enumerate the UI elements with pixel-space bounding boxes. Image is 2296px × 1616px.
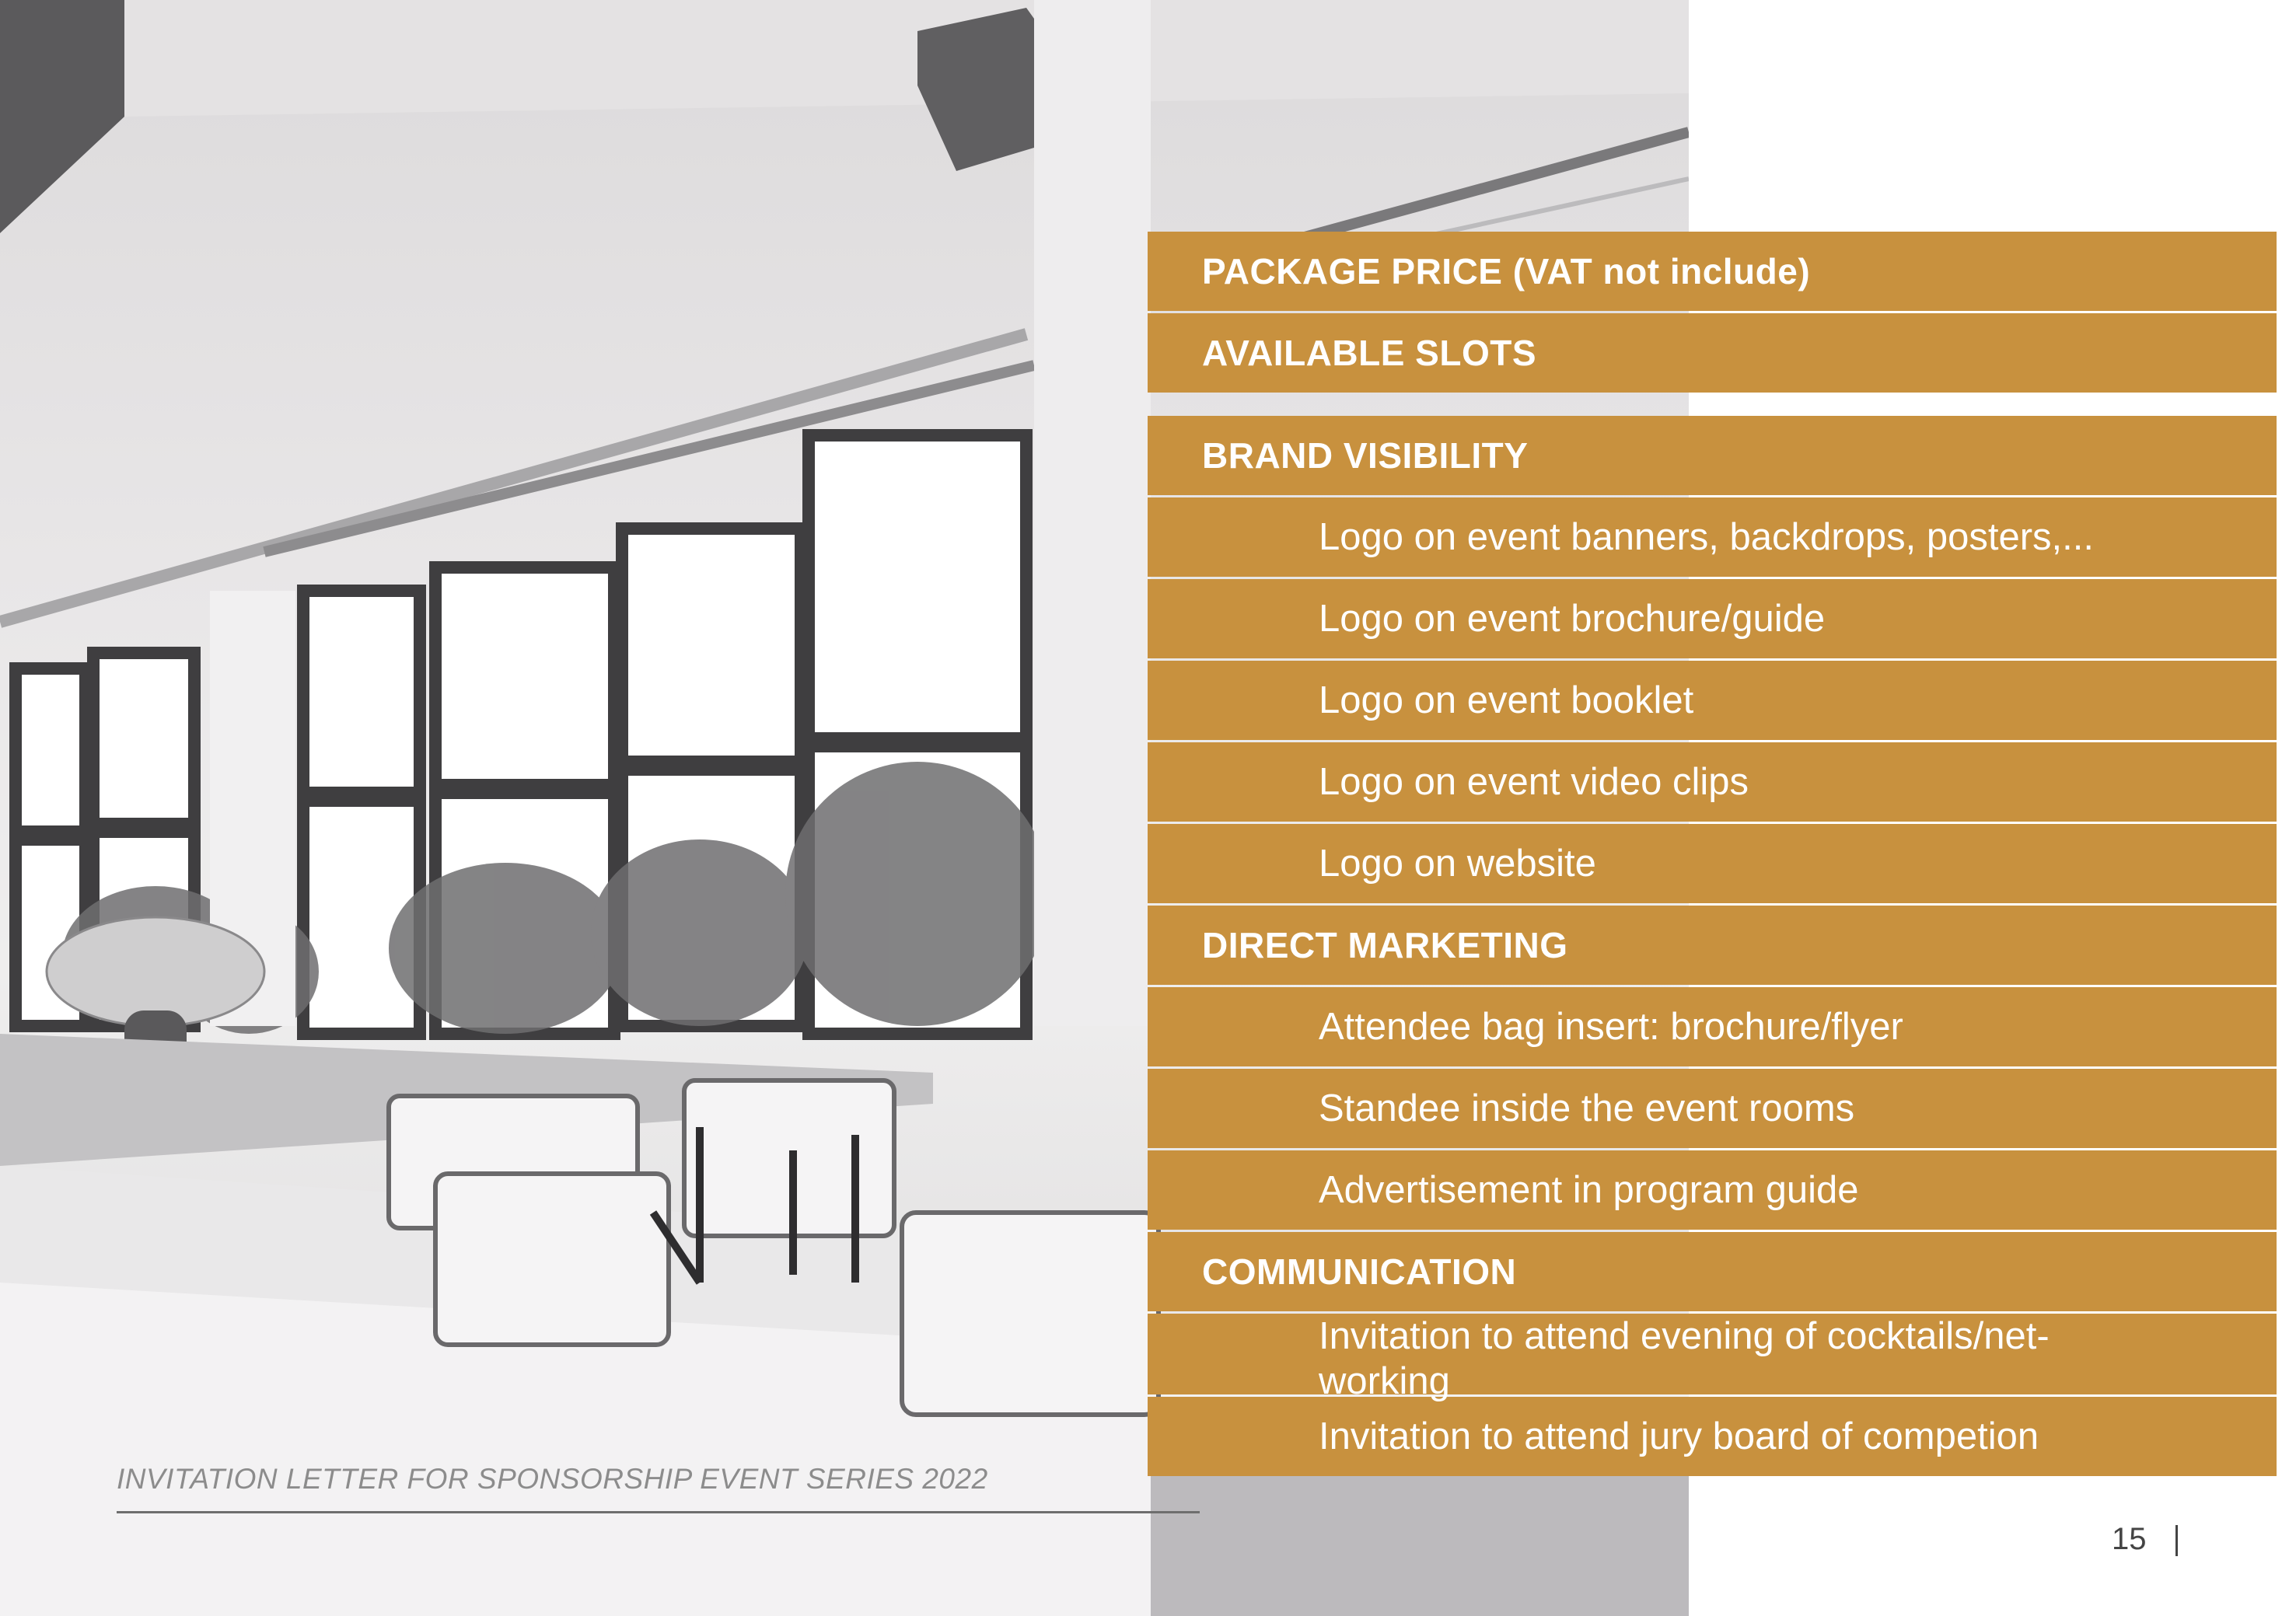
row-label: BRAND VISIBILITY xyxy=(1202,435,1529,476)
row-bag-insert xyxy=(1148,987,2277,1066)
row-label: PACKAGE PRICE (VAT not include) xyxy=(1202,251,1811,291)
row-logo-booklet xyxy=(1148,661,2277,740)
row-logo-video xyxy=(1148,742,2277,822)
row-label: Advertisement in program guide xyxy=(1319,1169,1859,1211)
row-logo-brochure xyxy=(1148,579,2277,658)
row-label: Logo on event video clips xyxy=(1319,761,1749,803)
row-invitation-cocktails xyxy=(1148,1314,2277,1402)
row-label: Logo on website xyxy=(1319,843,1596,885)
page-number: 15 xyxy=(2112,1522,2147,1556)
row-package-price xyxy=(1148,232,2277,311)
row-label: Standee inside the event rooms xyxy=(1319,1087,1855,1129)
row-invitation-jury xyxy=(1148,1397,2277,1476)
row-communication xyxy=(1148,1232,2277,1311)
row-label: Logo on event banners, backdrops, posters,... xyxy=(1319,516,2094,558)
page-number-separator xyxy=(2175,1525,2178,1556)
footer-caption: INVITATION LETTER FOR SPONSORSHIP EVENT SERIES 2022 xyxy=(117,1463,988,1495)
sponsorship-benefits-table xyxy=(1148,232,2277,1478)
row-label: DIRECT MARKETING xyxy=(1202,925,1568,965)
footer-divider xyxy=(117,1511,1200,1513)
row-label: Attendee bag insert: brochure/flyer xyxy=(1319,1006,1903,1048)
row-label: COMMUNICATION xyxy=(1202,1251,1517,1292)
row-advertisement xyxy=(1148,1150,2277,1230)
row-logo-website xyxy=(1148,824,2277,903)
row-label: Logo on event brochure/guide xyxy=(1319,598,1826,640)
row-label: Invitation to attend jury board of competion xyxy=(1319,1415,2039,1457)
row-label: AVAILABLE SLOTS xyxy=(1202,333,1537,373)
row-direct-marketing xyxy=(1148,906,2277,985)
row-label: Invitation to attend evening of cocktails/net- working xyxy=(1319,1315,2050,1402)
row-brand-visibility xyxy=(1148,416,2277,495)
row-logo-banners xyxy=(1148,497,2277,577)
row-standee xyxy=(1148,1069,2277,1148)
row-label: Logo on event booklet xyxy=(1319,679,1694,721)
row-available-slots xyxy=(1148,313,2277,393)
